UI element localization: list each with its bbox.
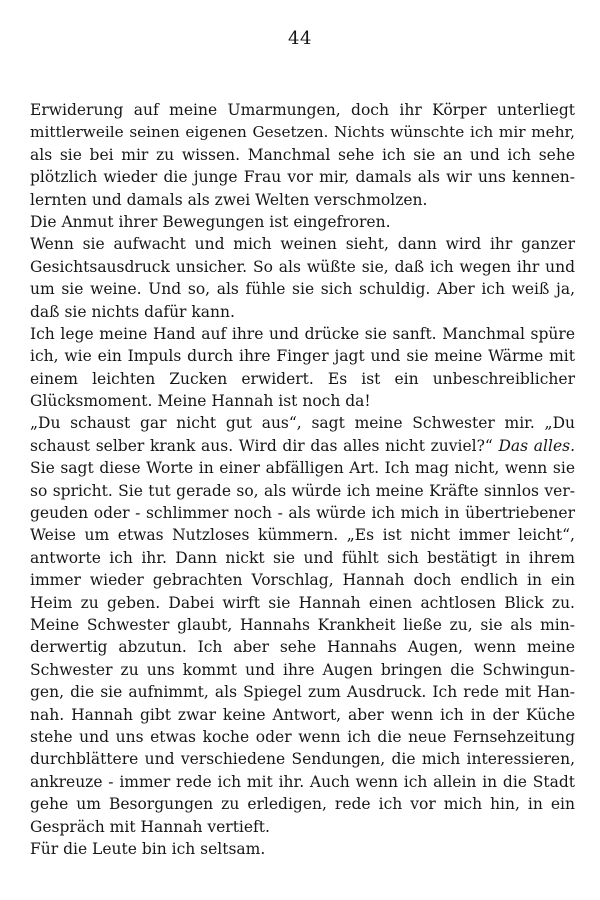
text-line: stehe und uns etwas koche oder wenn ich die neue Fernsehzeitung: [30, 727, 575, 746]
text-line: immer wieder gebrachten Vorschlag, Hannah doch endlich in ein: [30, 571, 575, 590]
text-line: antworte ich ihr. Dann nickt sie und fühlt sich bestätigt in ihrem: [30, 548, 575, 567]
text-line: Wenn sie aufwacht und mich weinen sieht, dann wird ihr ganzer: [30, 235, 575, 254]
text-line: Sie sagt diese Worte in einer abfälligen Art. Ich mag nicht, wenn sie: [30, 459, 575, 478]
body-text: [30, 99, 575, 860]
text-line: „Du schaust gar nicht gut aus“, sagt meine Schwester mir. „Du: [30, 414, 575, 433]
text-line: durchblättere und verschiedene Sendungen, die mich interessieren,: [30, 750, 575, 769]
text-line: nah. Hannah gibt zwar keine Antwort, aber wenn ich in der Küche: [30, 705, 575, 724]
text-line: ankreuze - immer rede ich mit ihr. Auch wenn ich allein in die Stadt: [30, 772, 575, 791]
text-line: Meine Schwester glaubt, Hannahs Krankheit ließe zu, sie als min-: [30, 615, 575, 634]
text-line: plötzlich wieder die junge Frau vor mir, damals als wir uns kennen-: [30, 168, 575, 187]
text-line: als sie bei mir zu wissen. Manchmal sehe ich sie an und ich sehe: [30, 145, 575, 164]
text-line: lernten und damals als zwei Welten verschmolzen.: [30, 190, 428, 209]
page-number: 44: [288, 28, 312, 49]
text-line: Heim zu geben. Dabei wirft sie Hannah einen achtlosen Blick zu.: [30, 593, 575, 612]
text-line: derwertig abzutun. Ich aber sehe Hannahs Augen, wenn meine: [30, 638, 575, 657]
text-line: Glücksmoment. Meine Hannah ist noch da!: [30, 392, 371, 411]
text-line: so spricht. Sie tut gerade so, als würde ich meine Kräfte sinnlos ver-: [30, 481, 575, 500]
text-line: Für die Leute bin ich seltsam.: [30, 839, 266, 858]
text-line: Schwester zu uns kommt und ihre Augen bringen die Schwingun-: [30, 660, 575, 679]
text-line: gen, die sie aufnimmt, als Spiegel zum Ausdruck. Ich rede mit Han-: [30, 683, 575, 702]
text-line: gehe um Besorgungen zu erledigen, rede ich vor mich hin, in ein: [30, 795, 575, 814]
text-line: Gespräch mit Hannah vertieft.: [30, 817, 270, 836]
text-line: daß sie nichts dafür kann.: [30, 302, 235, 321]
text-line: Gesichtsausdruck unsicher. So als wüßte sie, daß ich wegen ihr und: [30, 257, 575, 276]
text-line: ich, wie ein Impuls durch ihre Finger jagt und sie meine Wärme mit: [30, 347, 575, 366]
text-line: mittlerweile seinen eigenen Gesetzen. Nichts wünschte ich mir mehr,: [30, 123, 575, 142]
text-line: Weise um etwas Nutzloses kümmern. „Es ist nicht immer leicht“,: [30, 526, 575, 545]
text-line: schaust selber krank aus. Wird dir das alles nicht zuviel?“ Das alles.: [30, 436, 575, 455]
text-line: Die Anmut ihrer Bewegungen ist eingefroren.: [30, 212, 391, 231]
text-line: um sie weine. Und so, als fühle sie sich schuldig. Aber ich weiß ja,: [30, 280, 575, 299]
text-line: geuden oder - schlimmer noch - als würde ich mich in übertriebener: [30, 504, 575, 523]
text-line: Ich lege meine Hand auf ihre und drücke sie sanft. Manchmal spüre: [30, 324, 575, 343]
text-line: einem leichten Zucken erwidert. Es ist ein unbeschreiblicher: [30, 369, 575, 388]
text-line: Erwiderung auf meine Umarmungen, doch ihr Körper unterliegt: [30, 101, 575, 119]
